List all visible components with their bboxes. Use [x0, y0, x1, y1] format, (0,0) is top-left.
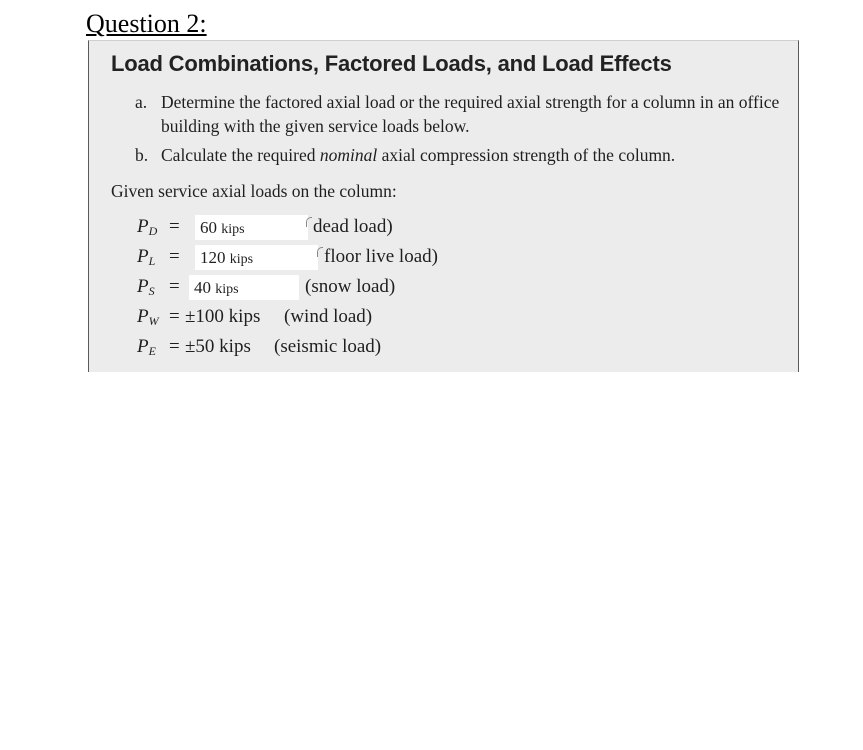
- load-description: (seismic load): [274, 336, 382, 357]
- load-row-live: [137, 243, 537, 271]
- load-description: dead load): [313, 216, 393, 237]
- load-symbol: $P_D$: [137, 216, 158, 238]
- load-row-dead: [137, 213, 537, 241]
- question-heading: Question 2:: [86, 9, 207, 38]
- item-text-before: Calculate the required: [161, 145, 320, 165]
- load-description: (snow load): [305, 276, 396, 297]
- load-value: 120: [200, 248, 226, 267]
- load-symbol: $P_W$: [137, 306, 159, 328]
- item-a: [135, 90, 795, 138]
- bracket-remnant: [317, 247, 323, 257]
- item-text: [161, 143, 781, 167]
- item-b: [135, 143, 795, 167]
- load-description: floor live load): [324, 246, 438, 267]
- load-description: (wind load): [284, 306, 373, 327]
- item-letter: b.: [135, 145, 149, 165]
- load-unit: kips: [215, 282, 239, 297]
- item-letter: a.: [135, 92, 148, 112]
- item-text-emphasis: nominal: [319, 145, 378, 165]
- load-value-box: [195, 215, 308, 240]
- equals-sign: =: [169, 276, 180, 297]
- load-value: ±50 kips: [185, 336, 251, 357]
- load-value: 40: [194, 278, 211, 297]
- panel-title: Load Combinations, Factored Loads, and Load Effects: [111, 51, 672, 76]
- load-symbol: $P_E$: [137, 336, 156, 358]
- load-value: ±100 kips: [185, 306, 261, 327]
- equals-sign: =: [169, 216, 180, 237]
- load-symbol: $P_L$: [137, 246, 156, 268]
- load-row-wind: [137, 303, 537, 331]
- equals-sign: =: [169, 336, 180, 357]
- load-unit: kips: [221, 222, 245, 237]
- problem-panel: [88, 40, 799, 372]
- equals-sign: =: [169, 246, 180, 267]
- bracket-remnant: [306, 217, 312, 227]
- equals-sign: =: [169, 306, 180, 327]
- load-value: 60: [200, 218, 217, 237]
- item-text-after: axial compression strength of the column.: [377, 145, 676, 165]
- load-value-box: [189, 275, 299, 300]
- load-row-snow: [137, 273, 537, 301]
- load-row-seismic: [137, 333, 537, 361]
- load-value-box: [195, 245, 318, 270]
- given-loads-intro: Given service axial loads on the column:: [111, 181, 397, 201]
- item-text: Determine the factored axial load or the required axial strength for a column in an office building with the given service loads below.: [161, 92, 780, 136]
- load-unit: kips: [229, 252, 254, 267]
- load-symbol: $P_S$: [137, 276, 155, 298]
